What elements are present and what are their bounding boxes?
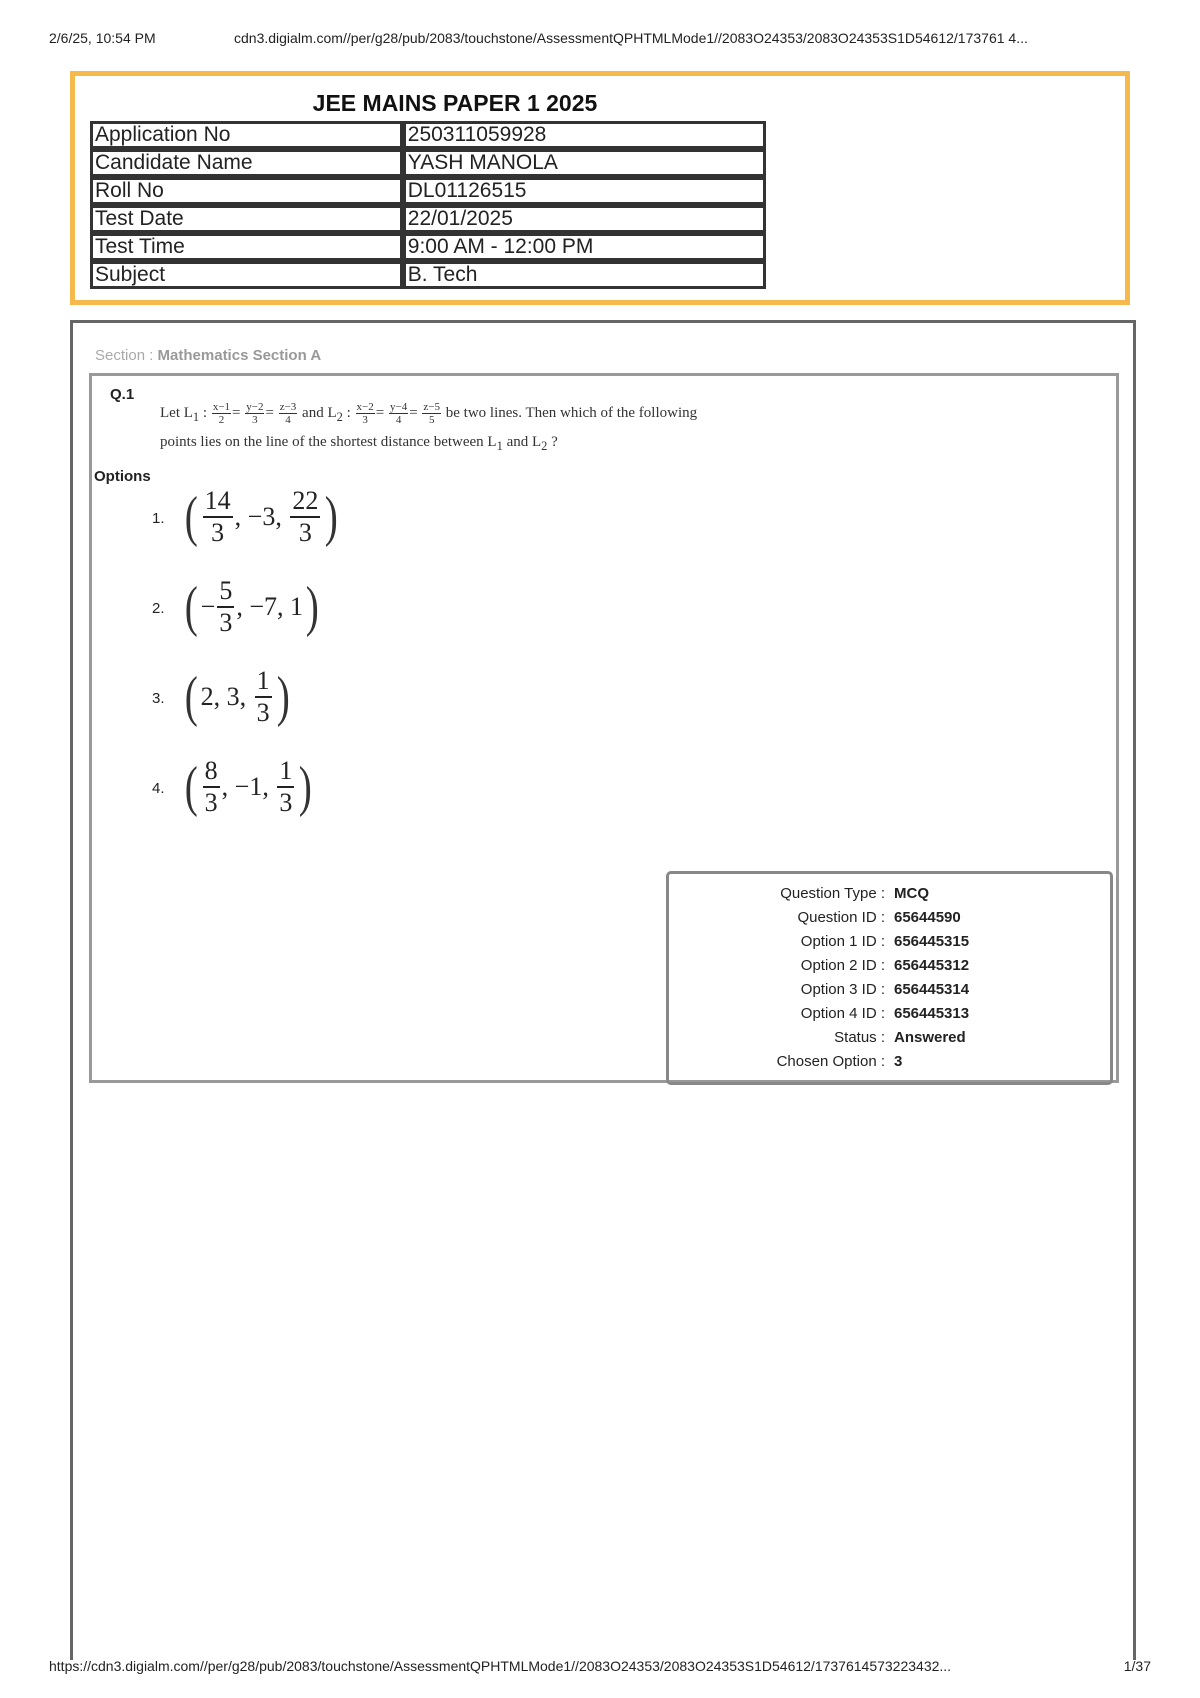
section-label bbox=[95, 347, 321, 364]
footer-url: https://cdn3.digialm.com//per/g28/pub/2083/touchstone/AssessmentQPHTMLMode1//2083O24353/2083O24353S1D54612/1737614573223432... bbox=[49, 1658, 952, 1674]
candidate-info-table bbox=[90, 121, 766, 289]
table-row bbox=[90, 233, 766, 261]
info-value: 9:00 AM - 12:00 PM bbox=[403, 233, 766, 261]
table-row bbox=[90, 205, 766, 233]
option-number: 2. bbox=[152, 600, 165, 617]
info-value: YASH MANOLA bbox=[403, 149, 766, 177]
option-number: 3. bbox=[152, 690, 165, 707]
section-prefix: Section : bbox=[95, 347, 158, 364]
question-box bbox=[89, 373, 1119, 1083]
info-key: Subject bbox=[90, 261, 403, 289]
option-4-value: ( 8 3 , −1, 1 3 ) bbox=[184, 756, 313, 818]
section-box bbox=[70, 320, 1136, 1660]
option-2-value: ( − $\frac{5}{3}$ , −7, 1 ) bbox=[184, 576, 319, 638]
option-number: 1. bbox=[152, 510, 165, 527]
info-key: Test Time bbox=[90, 233, 403, 261]
meta-row: Question Type : MCQ bbox=[780, 885, 929, 902]
info-key: Test Date bbox=[90, 205, 403, 233]
meta-row: Status : Answered bbox=[834, 1029, 966, 1046]
meta-row: Option 1 ID : 656445315 bbox=[800, 933, 970, 950]
candidate-info-box bbox=[70, 71, 1130, 305]
meta-row: Option 3 ID : 656445314 bbox=[800, 981, 970, 998]
question-line-2: points lies on the line of the shortest distance between $L_1$ and $L_2$ ? bbox=[160, 434, 558, 453]
print-datetime: 2/6/25, 10:54 PM bbox=[49, 30, 156, 46]
table-row bbox=[90, 261, 766, 289]
info-key: Application No bbox=[90, 121, 403, 149]
question-meta-box bbox=[666, 871, 1113, 1085]
meta-row: Option 2 ID : 656445312 bbox=[800, 957, 970, 974]
table-row bbox=[90, 177, 766, 205]
exam-title: JEE MAINS PAPER 1 2025 bbox=[312, 90, 598, 116]
section-name: Mathematics Section A bbox=[157, 347, 322, 364]
question-number: Q.1 bbox=[110, 386, 135, 403]
meta-row: Question ID : 65644590 bbox=[797, 909, 961, 926]
table-row bbox=[90, 149, 766, 177]
option-3-value: ( 2, 3, 1 3 ) bbox=[184, 666, 290, 728]
info-value: 22/01/2025 bbox=[403, 205, 766, 233]
info-value: DL01126515 bbox=[403, 177, 766, 205]
print-header bbox=[49, 30, 1151, 50]
info-value: B. Tech bbox=[403, 261, 766, 289]
print-footer bbox=[49, 1658, 1151, 1678]
info-key: Candidate Name bbox=[90, 149, 403, 177]
option-number: 4. bbox=[152, 780, 165, 797]
info-key: Roll No bbox=[90, 177, 403, 205]
page-number: 1/37 bbox=[1123, 1658, 1151, 1674]
question-line-1: Let $L_1$ : $\frac{x-1}{2}$ = $\frac{y-2}{3}$ = $\frac{z-3}{4}$ and $L_2$ : $\frac{x-2}{3}$ = $\frac{y-4}{4}$ = $\frac{z-5}{5}$ be two lines. Then which of the following bbox=[160, 401, 698, 427]
print-url: cdn3.digialm.com//per/g28/pub/2083/touchstone/AssessmentQPHTMLMode1//2083O24353/2083O24353S1D54612/173761 4... bbox=[234, 30, 1028, 46]
info-value: 250311059928 bbox=[403, 121, 766, 149]
meta-row: Option 4 ID : 656445313 bbox=[800, 1005, 970, 1022]
meta-row: Chosen Option : 3 bbox=[776, 1053, 903, 1070]
table-row bbox=[90, 121, 766, 149]
option-1-value: ( 14 3 , −3, 22 3 ) bbox=[184, 486, 339, 548]
options-label: Options bbox=[94, 468, 151, 485]
question-text bbox=[160, 398, 900, 456]
